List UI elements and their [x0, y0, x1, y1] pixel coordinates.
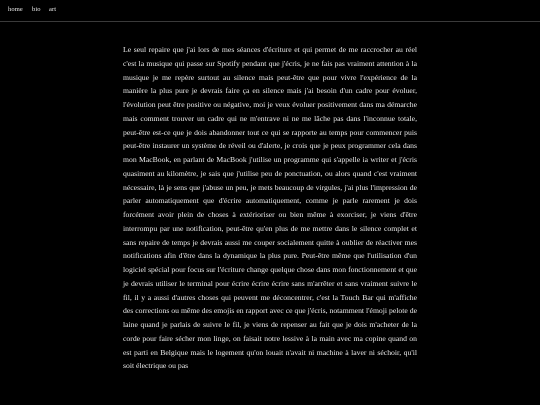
top-navigation [0, 0, 540, 22]
article-body: Le seul repaire que j'ai lors de mes séances d'écriture et qui permet de me raccrocher au réel c'est la musique qui passe sur Spotify pendant que j'écris, je ne fais pas vraiment attention à la musique je me repère surtout au silence mais peut-être que pour vivre l'expérience de la manière la plus pure je devrais faire ça en silence mais j'ai besoin d'un cadre pour évoluer, l'évolution peut être positive ou négative, moi je veux évoluer positivement dans ma démarche mais comment trouver un cadre qui ne m'entrave ni ne me lâche pas dans l'inconnue totale, peut-être est-ce que je dois abandonner tout ce qui se rapporte au temps pour commencer puis peut-être instaurer un système de réveil ou d'alerte, je crois que je peux programmer cela dans mon MacBook, en parlant de MacBook j'utilise un programme qui s'appelle ia writer et j'écris quasiment au kilomètre, je sais que j'utilise peu de ponctuation, ou alors quand c'est vraiment nécessaire, là je sens que j'abuse un peu, je mets beaucoup de virgules, j'ai plus l'impression de parler automatiquement que d'écrire automatiquement, comme je parle rarement je dois forcément avoir plein de choses à extérioriser ou bien même à exorciser, je viens d'être interrompu par une notification, peut-être qu'en plus de me mettre dans le silence complet et sans repaire de temps je devrais aussi me couper socialement quitte à oublier de réactiver mes notifications afin d'être dans la dynamique la plus pure. Peut-être même que l'utilisation d'un logiciel spécial pour focus sur l'écriture change quelque chose dans mon fonctionnement et que je devrais utiliser le terminal pour écrire écrire écrire sans m'arrêter et sans vraiment suivre le fil, il y a aussi d'autres choses qui peuvent me déconcentrer, c'est la Touch Bar qui m'affiche des corrections ou même des emojis en rapport avec ce que j'écris, notamment l'émoji pelote de laine quand je parlais de suivre le fil, je viens de repenser au fait que je dois m'acheter de la corde pour faire sécher mon linge, on faisait notre lessive à la main avec ma copine quand on est parti en Belgique mais le logement qu'on louait n'avait ni machine à laver ni séchoir, qu'il soit électrique ou pas [123, 45, 417, 371]
nav-link-art[interactable]: art [49, 6, 57, 13]
nav-link-home[interactable]: home [8, 6, 23, 13]
nav-link-bio[interactable]: bio [32, 6, 41, 13]
